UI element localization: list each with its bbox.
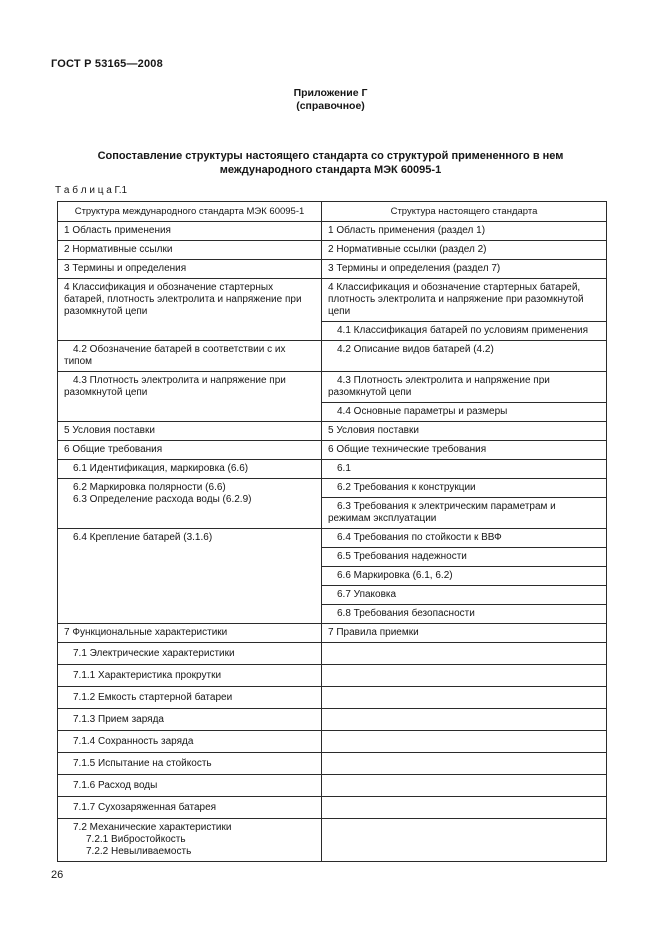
page-title-line2: международного стандарта МЭК 60095-1 xyxy=(219,164,442,176)
appendix-title: Приложение Г xyxy=(293,87,368,99)
cell-national: 6.7 Упаковка xyxy=(322,586,607,605)
document-number: ГОСТ Р 53165—2008 xyxy=(51,58,163,70)
cell-international xyxy=(58,479,322,529)
table-row xyxy=(58,624,607,643)
cell-international: 4.3 Плотность электролита и напряжение при разомкнутой цепи xyxy=(58,372,322,422)
cell-international: 5 Условия поставки xyxy=(58,422,322,441)
appendix-subtitle: (справочное) xyxy=(296,100,365,112)
cell-international: 7.1.4 Сохранность заряда xyxy=(58,731,322,753)
table-row xyxy=(58,797,607,819)
table-row xyxy=(58,819,607,862)
table-row xyxy=(58,441,607,460)
cell-national: 1 Область применения (раздел 1) xyxy=(322,222,607,241)
cell-international: 7.1.5 Испытание на стойкость xyxy=(58,753,322,775)
cell-national: 6.6 Маркировка (6.1, 6.2) xyxy=(322,567,607,586)
cell-national xyxy=(322,797,607,819)
cell-international xyxy=(58,819,322,862)
cell-line: 7.2.1 Вибростойкость xyxy=(86,834,186,845)
cell-national: 3 Термины и определения (раздел 7) xyxy=(322,260,607,279)
cell-line: 7.2 Механические характеристики xyxy=(73,822,232,833)
cell-international: 6 Общие требования xyxy=(58,441,322,460)
cell-national xyxy=(322,775,607,797)
cell-national: 6.3 Требования к электрическим параметрам и режимам эксплуатации xyxy=(322,498,607,529)
cell-international: 7.1.7 Сухозаряженная батарея xyxy=(58,797,322,819)
cell-national xyxy=(322,819,607,862)
table-row xyxy=(58,422,607,441)
cell-international: 2 Нормативные ссылки xyxy=(58,241,322,260)
cell-national: 4.2 Описание видов батарей (4.2) xyxy=(322,341,607,372)
cell-international: 6.4 Крепление батарей (3.1.6) xyxy=(58,529,322,624)
cell-national: 4.1 Классификация батарей по условиям применения xyxy=(322,322,607,341)
table-row xyxy=(58,222,607,241)
cell-national: 6.5 Требования надежности xyxy=(322,548,607,567)
table-row xyxy=(58,687,607,709)
appendix-heading xyxy=(0,87,661,113)
cell-international: 4 Классификация и обозначение стартерных батарей, плотность электролита и напряжение при разомкнутой цепи xyxy=(58,279,322,341)
cell-international: 7.1.2 Емкость стартерной батареи xyxy=(58,687,322,709)
cell-national: 4.3 Плотность электролита и напряжение при разомкнутой цепи xyxy=(322,372,607,403)
table-row xyxy=(58,241,607,260)
page-number: 26 xyxy=(51,869,64,881)
table-row xyxy=(58,479,607,498)
cell-national: 4.4 Основные параметры и размеры xyxy=(322,403,607,422)
cell-international: 7.1 Электрические характеристики xyxy=(58,643,322,665)
column-header-national: Структура настоящего стандарта xyxy=(322,202,607,222)
cell-national: 2 Нормативные ссылки (раздел 2) xyxy=(322,241,607,260)
cell-international: 1 Область применения xyxy=(58,222,322,241)
cell-international: 4.2 Обозначение батарей в соответствии с их типом xyxy=(58,341,322,372)
table-row xyxy=(58,341,607,372)
cell-national xyxy=(322,665,607,687)
table-row xyxy=(58,709,607,731)
cell-national: 6.1 xyxy=(322,460,607,479)
cell-international: 7.1.3 Прием заряда xyxy=(58,709,322,731)
cell-international: 3 Термины и определения xyxy=(58,260,322,279)
table-row xyxy=(58,529,607,548)
table-row xyxy=(58,372,607,403)
cell-international: 7.1.1 Характеристика прокрутки xyxy=(58,665,322,687)
cell-line: 6.2 Маркировка полярности (6.6) xyxy=(73,482,226,493)
cell-international: 7 Функциональные характеристики xyxy=(58,624,322,643)
cell-international: 7.1.6 Расход воды xyxy=(58,775,322,797)
table-row xyxy=(58,643,607,665)
cell-national: 6 Общие технические требования xyxy=(322,441,607,460)
cell-national: 7 Правила приемки xyxy=(322,624,607,643)
table-header-row xyxy=(58,202,607,222)
cell-national xyxy=(322,643,607,665)
cell-national: 5 Условия поставки xyxy=(322,422,607,441)
cell-national: 6.8 Требования безопасности xyxy=(322,605,607,624)
cell-national: 6.2 Требования к конструкции xyxy=(322,479,607,498)
table-row xyxy=(58,775,607,797)
cell-national xyxy=(322,753,607,775)
table-label: Т а б л и ц а Г.1 xyxy=(55,185,128,196)
page-title-line1: Сопоставление структуры настоящего стандарта со структурой примененного в нем xyxy=(97,150,564,162)
cell-national xyxy=(322,687,607,709)
cell-national xyxy=(322,709,607,731)
table-row xyxy=(58,279,607,322)
cell-national: 4 Классификация и обозначение стартерных батарей, плотность электролита и напряжение при разомкнутой цепи xyxy=(322,279,607,322)
table-row xyxy=(58,460,607,479)
cell-national xyxy=(322,731,607,753)
table-row xyxy=(58,753,607,775)
cell-line: 7.2.2 Невыливаемость xyxy=(86,846,192,857)
table-row xyxy=(58,260,607,279)
table-row xyxy=(58,731,607,753)
structure-comparison-table xyxy=(57,201,607,862)
cell-national: 6.4 Требования по стойкости к ВВФ xyxy=(322,529,607,548)
cell-line: 6.3 Определение расхода воды (6.2.9) xyxy=(73,494,252,505)
page-title xyxy=(55,149,606,177)
cell-international: 6.1 Идентификация, маркировка (6.6) xyxy=(58,460,322,479)
table-row xyxy=(58,665,607,687)
column-header-international: Структура международного стандарта МЭК 60095-1 xyxy=(58,202,322,222)
